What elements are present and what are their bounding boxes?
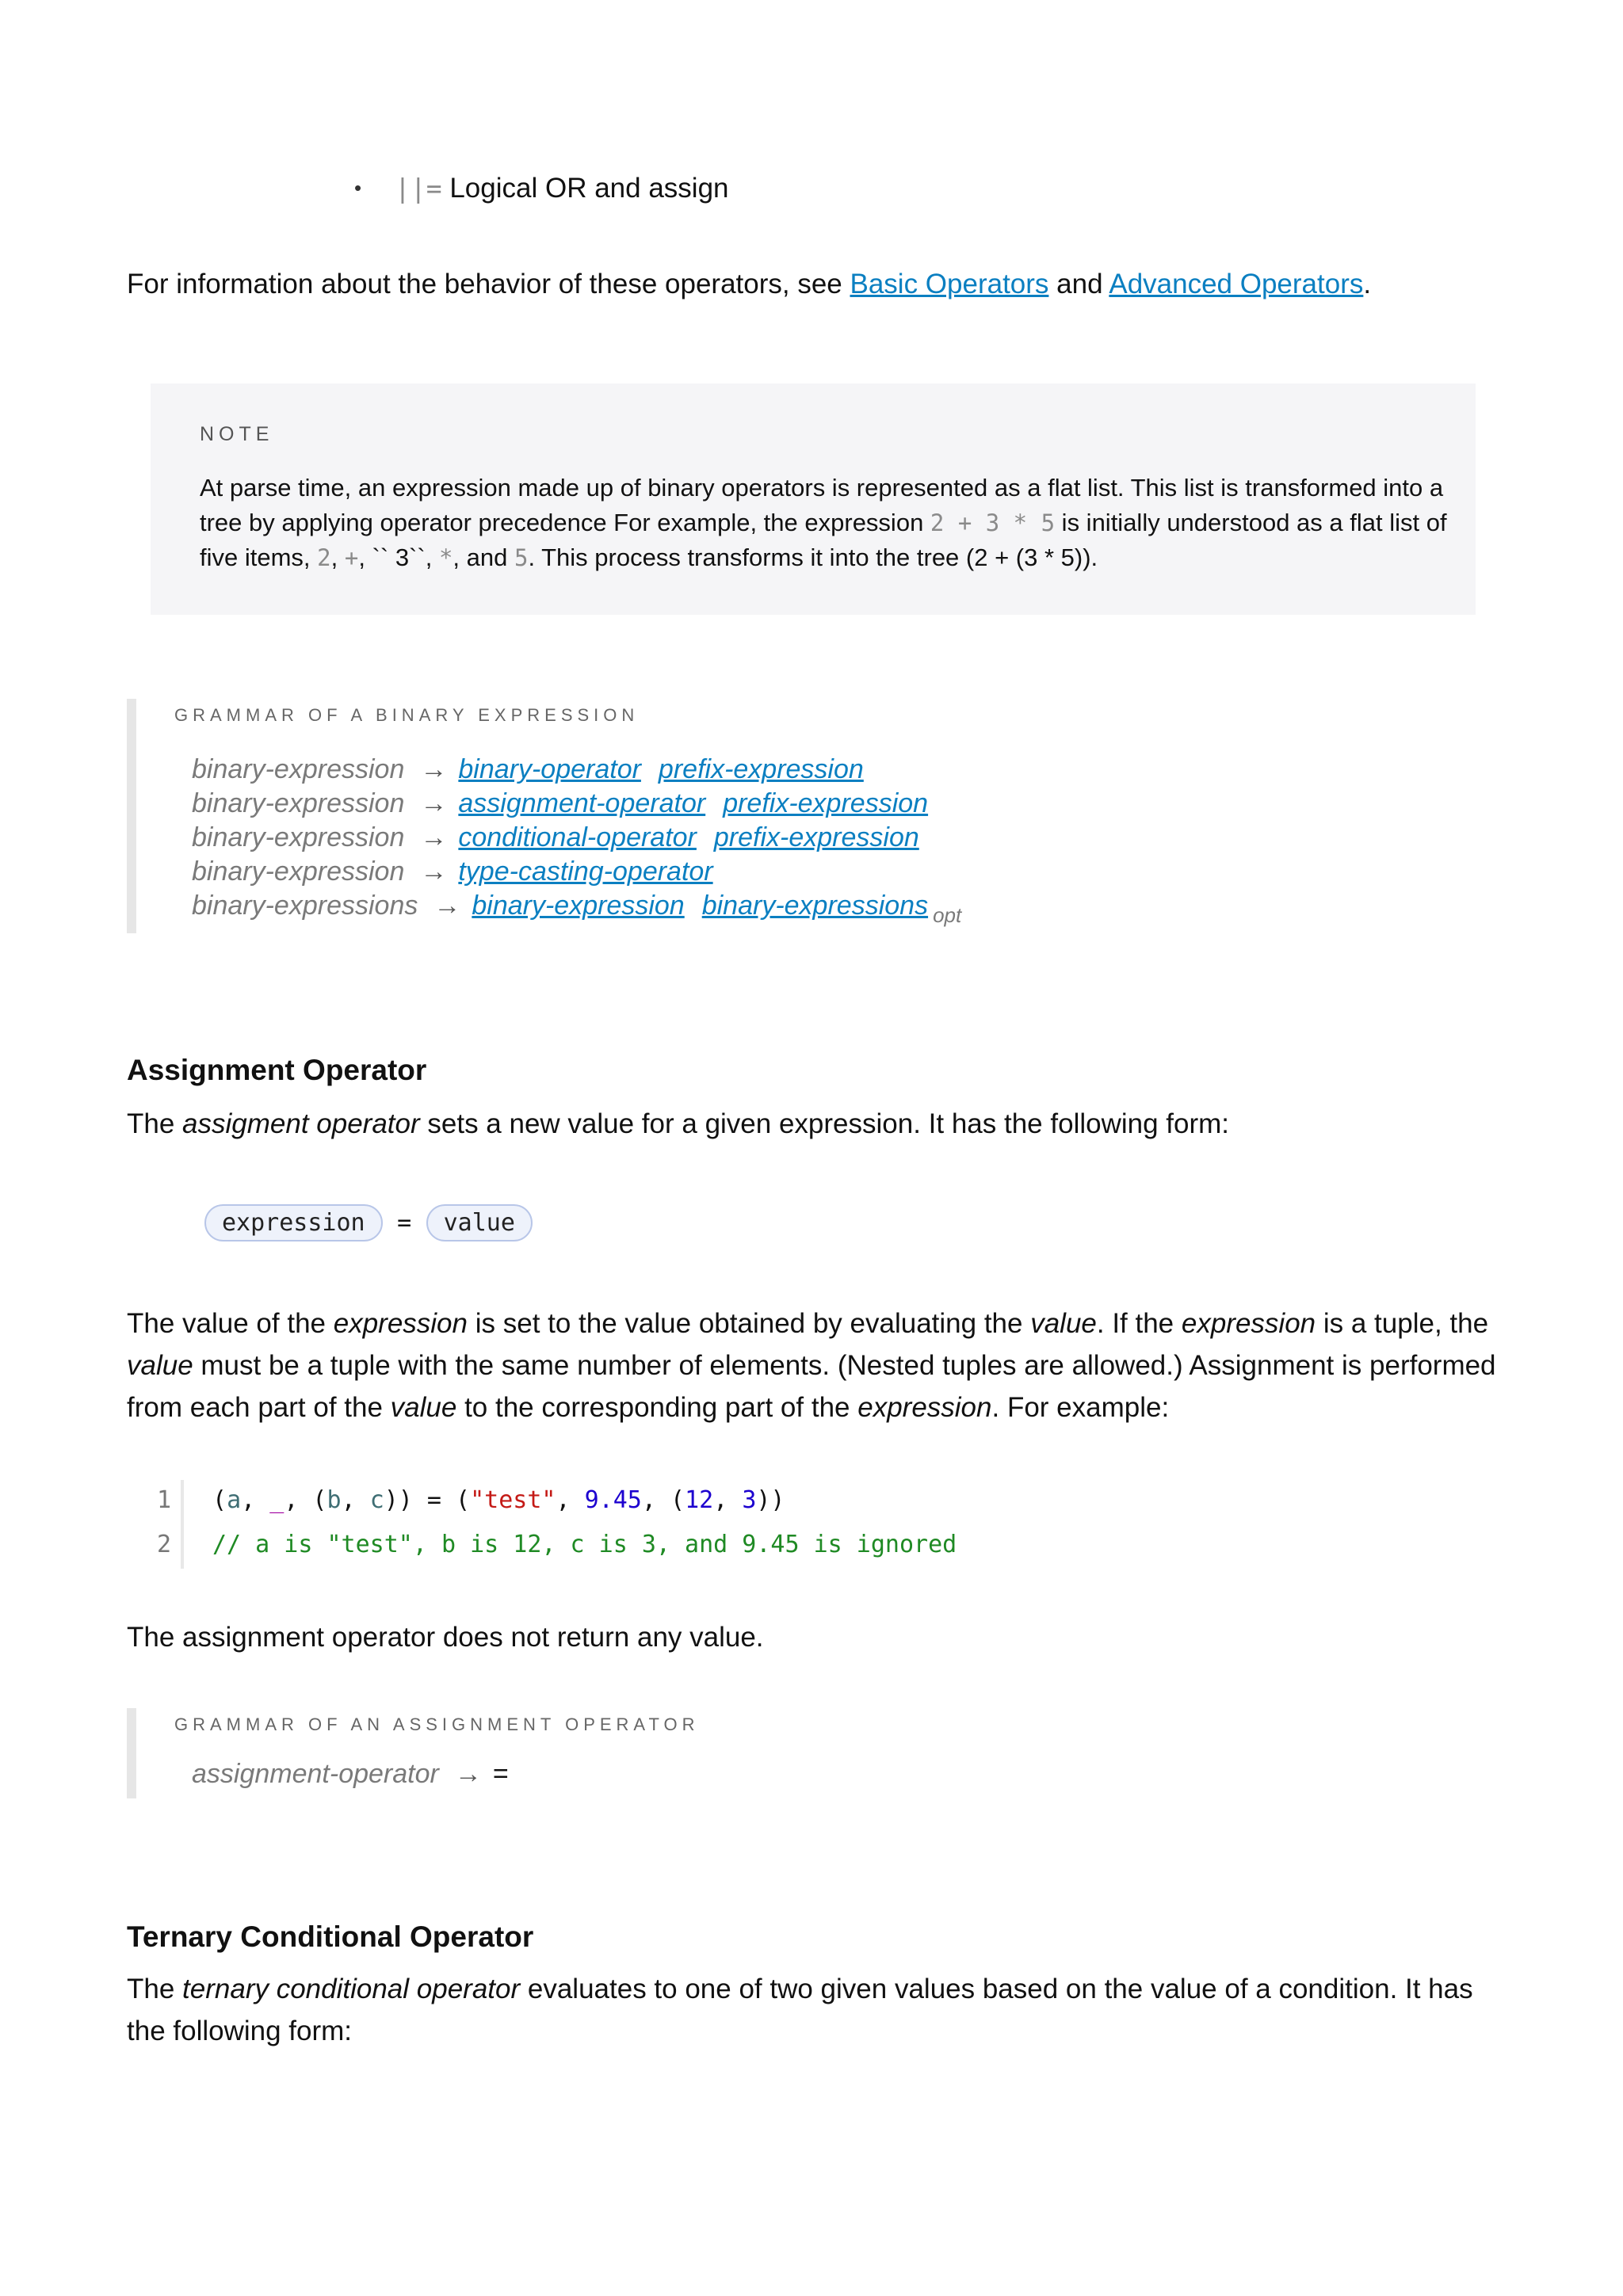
- line-number: 2: [157, 1531, 172, 1558]
- code-token: a: [227, 1486, 242, 1514]
- grammar-lhs: assignment-operator: [192, 1759, 439, 1789]
- text: is a tuple, the: [1316, 1308, 1489, 1339]
- text: evaluates to one of two given values based on the value of a condition. It has the following form:: [127, 1974, 1473, 2046]
- grammar-literal: =: [492, 1759, 509, 1789]
- expression-pill: expression: [204, 1204, 383, 1241]
- note-text: [200, 471, 1460, 575]
- note-text-part: , and: [453, 543, 514, 571]
- emphasis: ternary conditional operator: [182, 1974, 521, 2004]
- grammar-link[interactable]: prefix-expression: [723, 788, 929, 818]
- text: to the corresponding part of the: [456, 1392, 858, 1423]
- grammar-lhs: binary-expression: [192, 856, 405, 887]
- text: is set to the value obtained by evaluating the: [468, 1308, 1031, 1339]
- text: . For example:: [991, 1392, 1170, 1423]
- text: The value of the: [127, 1308, 334, 1339]
- line-number: 1: [157, 1486, 172, 1514]
- note-text-part: ,: [330, 543, 345, 571]
- note-text-part: At parse time, an expression made up of binary operators is represented as a flat list. This list is transformed into a tree by applying operator precedence For example, the expression: [200, 474, 1444, 536]
- grammar-heading: GRAMMAR OF A BINARY EXPRESSION: [174, 705, 640, 725]
- code-token: ,: [556, 1486, 585, 1514]
- code-line: [212, 1486, 785, 1514]
- inline-code: *: [438, 544, 453, 571]
- emphasis: value: [390, 1392, 457, 1423]
- code-token: ,: [341, 1486, 370, 1514]
- intro-text: For information about the behavior of these operators, see: [127, 269, 850, 299]
- intro-text-end: .: [1363, 269, 1372, 299]
- grammar-rule: [192, 1759, 509, 1790]
- text: . If the: [1096, 1308, 1182, 1339]
- code-token: (: [212, 1486, 227, 1514]
- assignment-intro: [127, 1103, 1498, 1145]
- grammar-lhs: binary-expression: [192, 822, 405, 852]
- code-token: 3: [742, 1486, 757, 1514]
- advanced-operators-link[interactable]: Advanced Operators: [1109, 269, 1364, 299]
- ternary-intro: [127, 1968, 1498, 2052]
- grammar-link[interactable]: prefix-expression: [713, 822, 919, 852]
- code-comment: // a is "test", b is 12, c is 3, and 9.45 is ignored: [212, 1531, 957, 1558]
- inline-code: 2 + 3 * 5: [930, 509, 1056, 536]
- code-token: c: [369, 1486, 384, 1514]
- inline-code: +: [344, 544, 359, 571]
- code-token: , (: [641, 1486, 685, 1514]
- arrow-icon: →: [420, 856, 448, 887]
- ternary-heading: Ternary Conditional Operator: [127, 1920, 534, 1953]
- grammar-rule: [192, 856, 731, 887]
- note-heading: NOTE: [200, 423, 274, 445]
- operator-code: ||=: [395, 173, 442, 204]
- grammar-lhs: binary-expression: [192, 754, 405, 784]
- grammar-bar: [127, 1708, 136, 1798]
- assignment-return-note: The assignment operator does not return any value.: [127, 1622, 764, 1653]
- equals-sign: =: [397, 1209, 412, 1237]
- assignment-heading: Assignment Operator: [127, 1054, 427, 1086]
- note-text-part: is initially understood as a flat list of five items,: [200, 509, 1447, 571]
- list-item: [395, 173, 729, 204]
- grammar-link[interactable]: binary-expressions: [701, 891, 929, 921]
- emphasis: expression: [1181, 1308, 1316, 1339]
- arrow-icon: →: [454, 1759, 482, 1789]
- code-token: "test": [470, 1486, 556, 1514]
- text: must be a tuple with the same number of elements. (Nested tuples are allowed.) Assignment is performed from each part of the: [127, 1350, 1496, 1423]
- grammar-lhs: binary-expressions: [192, 891, 418, 921]
- intro-text-mid: and: [1048, 269, 1109, 299]
- grammar-link[interactable]: binary-expression: [472, 891, 685, 921]
- code-token: )): [756, 1486, 785, 1514]
- code-token: ,: [241, 1486, 270, 1514]
- grammar-heading: GRAMMAR OF AN ASSIGNMENT OPERATOR: [174, 1714, 700, 1734]
- note-text-part: , `` 3``,: [358, 543, 439, 571]
- inline-code: 2: [317, 544, 331, 571]
- emphasis: assigment operator: [182, 1108, 420, 1139]
- intro-paragraph: [127, 263, 1498, 305]
- list-bullet: •: [354, 176, 362, 200]
- assignment-description: [127, 1302, 1498, 1428]
- text: The: [127, 1108, 183, 1139]
- code-token: ,: [713, 1486, 743, 1514]
- emphasis: value: [1030, 1308, 1097, 1339]
- basic-operators-link[interactable]: Basic Operators: [850, 269, 1049, 299]
- code-token: )) = (: [384, 1486, 471, 1514]
- grammar-link[interactable]: type-casting-operator: [458, 856, 713, 887]
- list-item-label: Logical OR and assign: [449, 173, 729, 204]
- grammar-rule: [192, 891, 962, 927]
- text: The: [127, 1974, 183, 2004]
- grammar-assignment-operator: [127, 1708, 840, 1798]
- code-token: _: [269, 1486, 285, 1514]
- code-token: , (: [284, 1486, 327, 1514]
- inline-code: 5: [514, 544, 529, 571]
- optional-marker: opt: [933, 903, 962, 927]
- emphasis: expression: [857, 1392, 992, 1423]
- grammar-rule: [192, 754, 881, 785]
- grammar-lhs: binary-expression: [192, 788, 405, 818]
- emphasis: expression: [333, 1308, 468, 1339]
- grammar-binary-expression: [127, 699, 1078, 933]
- note-box: [151, 383, 1476, 615]
- note-text-part: . This process transforms it into the tree (2 + (3 * 5)).: [528, 543, 1098, 571]
- value-pill: value: [426, 1204, 533, 1241]
- grammar-link[interactable]: conditional-operator: [458, 822, 697, 852]
- assignment-form: [204, 1204, 533, 1241]
- grammar-bar: [127, 699, 136, 933]
- arrow-icon: →: [433, 891, 461, 921]
- arrow-icon: →: [420, 754, 448, 784]
- arrow-icon: →: [420, 822, 448, 852]
- emphasis: value: [127, 1350, 193, 1381]
- grammar-link[interactable]: binary-operator: [458, 754, 641, 784]
- grammar-link[interactable]: assignment-operator: [458, 788, 706, 818]
- code-token: b: [327, 1486, 342, 1514]
- code-token: 9.45: [584, 1486, 642, 1514]
- grammar-rule: [192, 788, 945, 819]
- code-token: 12: [685, 1486, 714, 1514]
- grammar-link[interactable]: prefix-expression: [658, 754, 864, 784]
- text: sets a new value for a given expression. It has the following form:: [419, 1108, 1230, 1139]
- grammar-rule: [192, 822, 937, 853]
- arrow-icon: →: [420, 788, 448, 818]
